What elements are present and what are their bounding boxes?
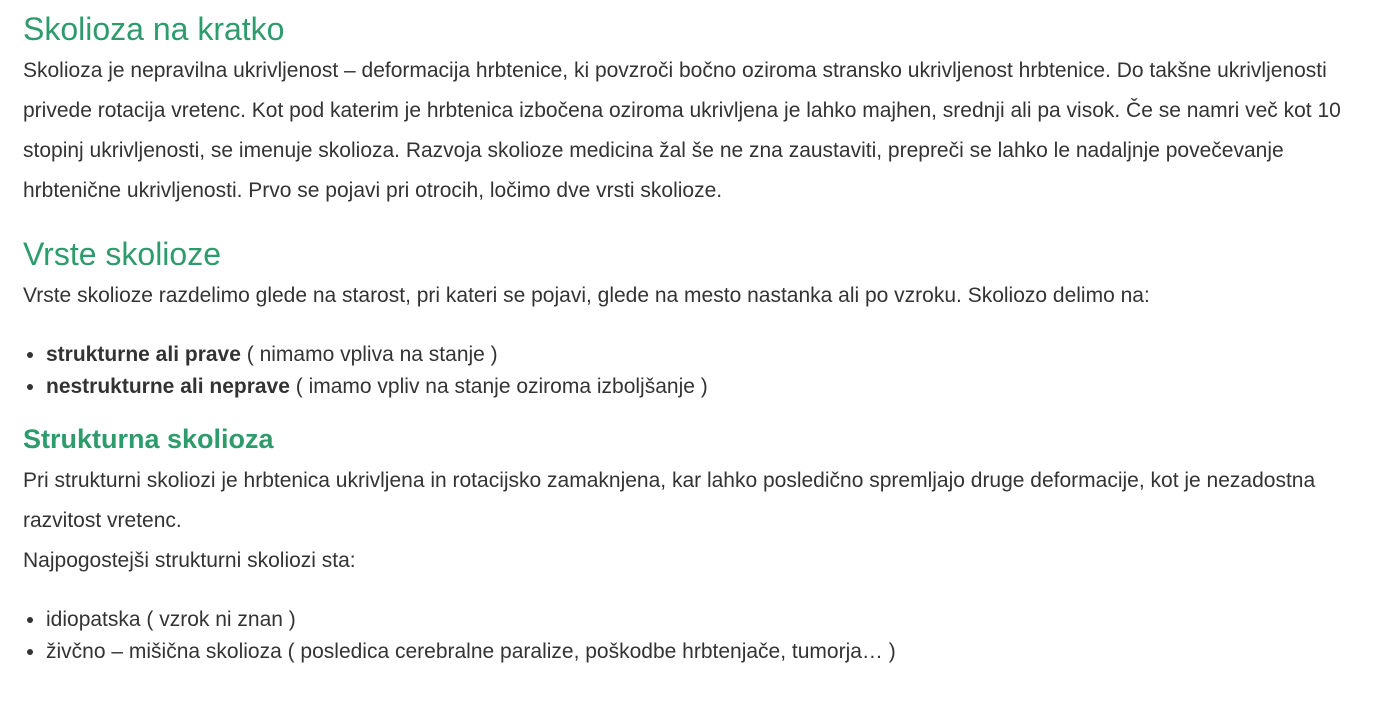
list-item: • živčno – mišična skolioza ( posledica cerebralne paralize, poškodbe hrbtenjače, tumorja… ) [46,636,1364,668]
list-vrste-skolioze [23,339,1364,403]
list-item-bold: nestrukturne ali neprave [46,375,290,398]
list-item-text: ( imamo vpliv na stanje oziroma izboljšanje ) [289,375,708,398]
list-strukturne-skolioze [23,604,1364,668]
paragraph-vrste-skolioze: Vrste skolioze razdelimo glede na starost, pri kateri se pojavi, glede na mesto nastanka ali po vzroku. Skoliozo delimo na: [23,284,1150,307]
list-item-text: ( nimamo vpliva na stanje ) [240,343,498,366]
paragraph-strukturna-skolioza: Pri strukturni skoliozi je hrbtenica ukrivljena in rotacijsko zamaknjena, kar lahko posledično spremljajo druge deformacije, kot je nezadostna razvitost vretenc. [23,469,1316,532]
paragraph-najpogostejsi: Najpogostejši strukturni skoliozi sta: [23,549,356,572]
heading-vrste-skolioze: Vrste skolioze [23,236,221,272]
paragraph-skolioza-intro: Skolioza je nepravilna ukrivljenost – deformacija hrbtenice, ki povzroči bočno oziroma stransko ukrivljenost hrbtenice. Do takšne ukrivljenosti privede rotacija vretenc. Kot pod katerim je hrbtenica izbočena oziroma ukrivljena je lahko majhen, srednji ali pa visok. Če se namri več kot 10 stopinj ukrivljenosti, se imenuje skolioza. Razvoja skolioze medicina žal še ne zna zaustaviti, prepreči se lahko le nadaljnje povečevanje hrbtenične ukrivljenosti. Prvo se pojavi pri otrocih, ločimo dve vrsti skolioze. [23,59,1341,202]
list-item [46,339,1364,371]
heading-skolioza-na-kratko: Skolioza na kratko [23,11,285,47]
list-item: • idiopatska ( vzrok ni znan ) [46,604,1364,636]
heading-strukturna-skolioza: Strukturna skolioza [23,424,274,454]
list-item-bold: strukturne ali prave [46,343,241,366]
list-item [46,371,1364,403]
